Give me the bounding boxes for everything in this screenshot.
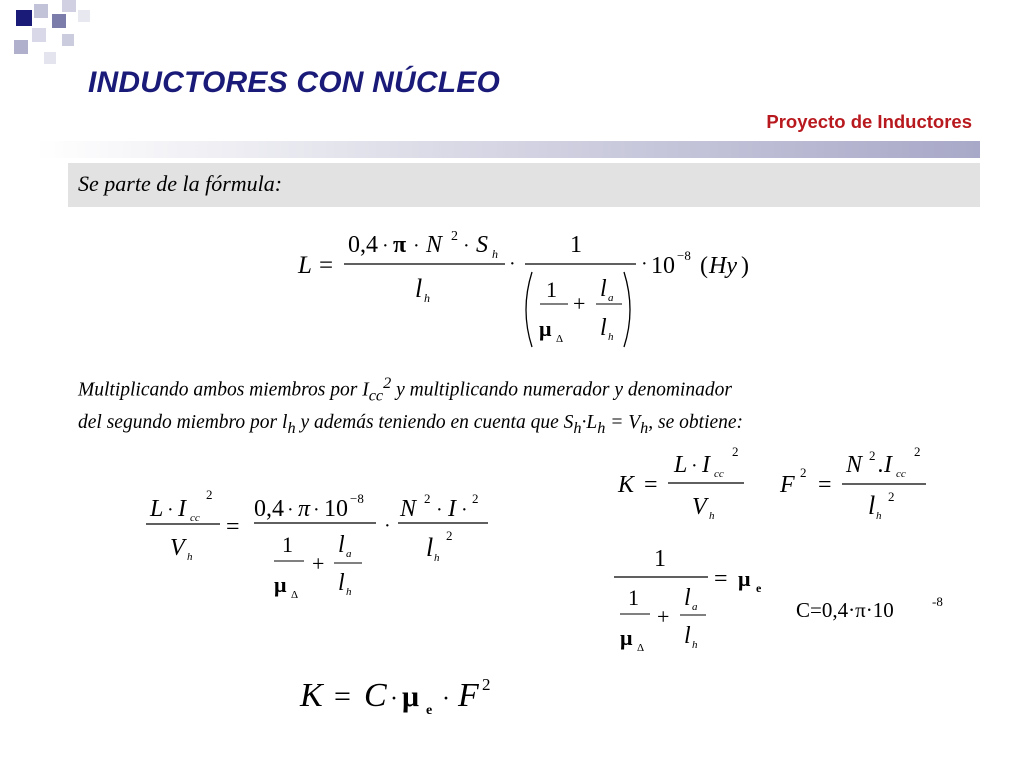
formula-K-definition	[617, 444, 744, 522]
svg-text:l: l	[338, 532, 345, 558]
svg-text:): )	[741, 253, 749, 279]
svg-text:π: π	[393, 232, 407, 258]
svg-text:I: I	[448, 496, 456, 522]
svg-text:e: e	[426, 703, 433, 718]
svg-text:1: 1	[282, 532, 293, 557]
svg-text:K: K	[300, 677, 323, 714]
svg-text:0,4: 0,4	[254, 496, 284, 522]
svg-text:h: h	[187, 551, 193, 563]
svg-text:μ: μ	[274, 572, 287, 597]
svg-text:h: h	[492, 247, 498, 261]
svg-text:=: =	[714, 566, 728, 592]
svg-text:−8: −8	[677, 248, 691, 263]
svg-text:0,4: 0,4	[348, 232, 378, 258]
svg-text:h: h	[346, 586, 352, 598]
svg-text:1: 1	[628, 585, 639, 610]
svg-text:e: e	[756, 581, 762, 595]
svg-text:·: ·	[313, 499, 320, 521]
svg-text:1: 1	[570, 232, 582, 258]
svg-text:I: I	[178, 496, 186, 522]
svg-text:h: h	[692, 639, 698, 651]
svg-text:l: l	[338, 570, 345, 596]
svg-text:2: 2	[914, 444, 921, 459]
svg-text:μ: μ	[738, 566, 751, 591]
svg-text:I: I	[702, 452, 710, 478]
slide-subtitle: Proyecto de Inductores	[766, 111, 972, 132]
svg-text:·: ·	[461, 499, 468, 521]
svg-text:a: a	[692, 601, 698, 613]
svg-text:·: ·	[413, 235, 420, 257]
svg-text:2: 2	[732, 444, 739, 459]
formula-mu-effective	[614, 546, 762, 654]
svg-text:2: 2	[800, 465, 807, 480]
svg-text:·: ·	[463, 235, 470, 257]
svg-text:+: +	[573, 291, 586, 316]
svg-text:h: h	[608, 331, 614, 343]
svg-text:S: S	[476, 232, 488, 258]
svg-text:−8: −8	[350, 491, 364, 506]
svg-text:N: N	[400, 496, 417, 522]
svg-text:·: ·	[641, 253, 648, 275]
svg-text:2: 2	[206, 487, 213, 502]
svg-text:2: 2	[472, 491, 479, 506]
svg-text:l: l	[600, 276, 607, 302]
svg-text:h: h	[434, 552, 440, 564]
svg-text:C: C	[364, 677, 387, 714]
svg-text:·: ·	[436, 499, 443, 521]
svg-text:10: 10	[651, 253, 675, 279]
svg-text:L: L	[298, 252, 312, 279]
svg-text:h: h	[709, 510, 715, 522]
formula-energy	[146, 487, 488, 601]
svg-text:F: F	[780, 472, 795, 498]
svg-text:μ: μ	[402, 680, 420, 713]
svg-text:L: L	[150, 496, 164, 522]
svg-text:cc: cc	[714, 468, 724, 480]
svg-text:l: l	[868, 491, 876, 520]
svg-text:h: h	[876, 510, 882, 522]
svg-text:-8: -8	[932, 594, 943, 609]
intro-text: Se parte de la fórmula:	[78, 171, 283, 196]
svg-text:+: +	[312, 551, 325, 576]
svg-text:l: l	[684, 623, 691, 649]
constant-C	[796, 594, 943, 622]
svg-text:l: l	[600, 315, 607, 341]
svg-text:l: l	[684, 585, 691, 611]
paragraph-line-2: del segundo miembro por $l_h$ y además teniendo en cuenta que $S_h\cdot L_h = V_h$, se obtiene:	[78, 412, 744, 438]
svg-text:2: 2	[424, 491, 431, 506]
svg-text:μ: μ	[539, 316, 552, 341]
svg-text:1: 1	[654, 546, 666, 572]
svg-text:=: =	[818, 472, 832, 498]
svg-text:π: π	[298, 496, 311, 522]
svg-text:2: 2	[482, 675, 491, 694]
svg-text:10: 10	[324, 496, 348, 522]
svg-text:N: N	[846, 452, 863, 478]
slide-title: INDUCTORES CON NÚCLEO	[88, 66, 500, 99]
svg-text:.I: .I	[878, 452, 892, 478]
paragraph-line-1: Multiplicando ambos miembros por $I_{cc}^2$ y multiplicando numerador y denominador	[78, 374, 732, 405]
svg-text:1: 1	[546, 277, 557, 302]
svg-text:Δ: Δ	[637, 642, 645, 654]
svg-text:h: h	[424, 291, 430, 305]
svg-text:2: 2	[451, 229, 458, 244]
svg-text:2: 2	[869, 448, 876, 463]
svg-text:(: (	[700, 253, 708, 279]
svg-text:·: ·	[442, 686, 450, 712]
svg-text:K: K	[618, 472, 635, 498]
svg-text:Δ: Δ	[556, 333, 564, 345]
svg-text:F: F	[458, 677, 479, 714]
svg-text:·: ·	[509, 253, 516, 275]
svg-text:N: N	[426, 232, 443, 258]
svg-text:=: =	[226, 514, 240, 540]
svg-text:a: a	[346, 548, 352, 560]
svg-text:=: =	[334, 680, 351, 713]
svg-text:V: V	[170, 535, 185, 561]
svg-text:cc: cc	[896, 468, 906, 480]
svg-text:·: ·	[167, 499, 174, 521]
svg-text:C=0,4·π·10: C=0,4·π·10	[796, 598, 894, 622]
svg-text:Δ: Δ	[291, 589, 299, 601]
svg-text:2: 2	[446, 528, 453, 543]
svg-text:V: V	[692, 494, 707, 520]
formula-F-definition	[779, 444, 926, 522]
svg-text:·: ·	[382, 235, 389, 257]
svg-text:cc: cc	[190, 512, 200, 524]
formula-final	[299, 675, 491, 718]
svg-text:L: L	[674, 452, 688, 478]
svg-text:·: ·	[287, 499, 294, 521]
svg-text:l: l	[426, 533, 434, 562]
svg-text:·: ·	[390, 686, 398, 712]
svg-text:l: l	[415, 274, 423, 303]
svg-text:a: a	[608, 292, 614, 304]
svg-text:Hy: Hy	[709, 253, 737, 279]
svg-text:μ: μ	[620, 625, 633, 650]
svg-text:+: +	[657, 604, 670, 629]
svg-text:·: ·	[691, 455, 698, 477]
svg-text:=: =	[319, 252, 334, 279]
svg-text:·: ·	[384, 515, 391, 537]
svg-text:2: 2	[888, 489, 895, 504]
svg-text:=: =	[644, 472, 658, 498]
